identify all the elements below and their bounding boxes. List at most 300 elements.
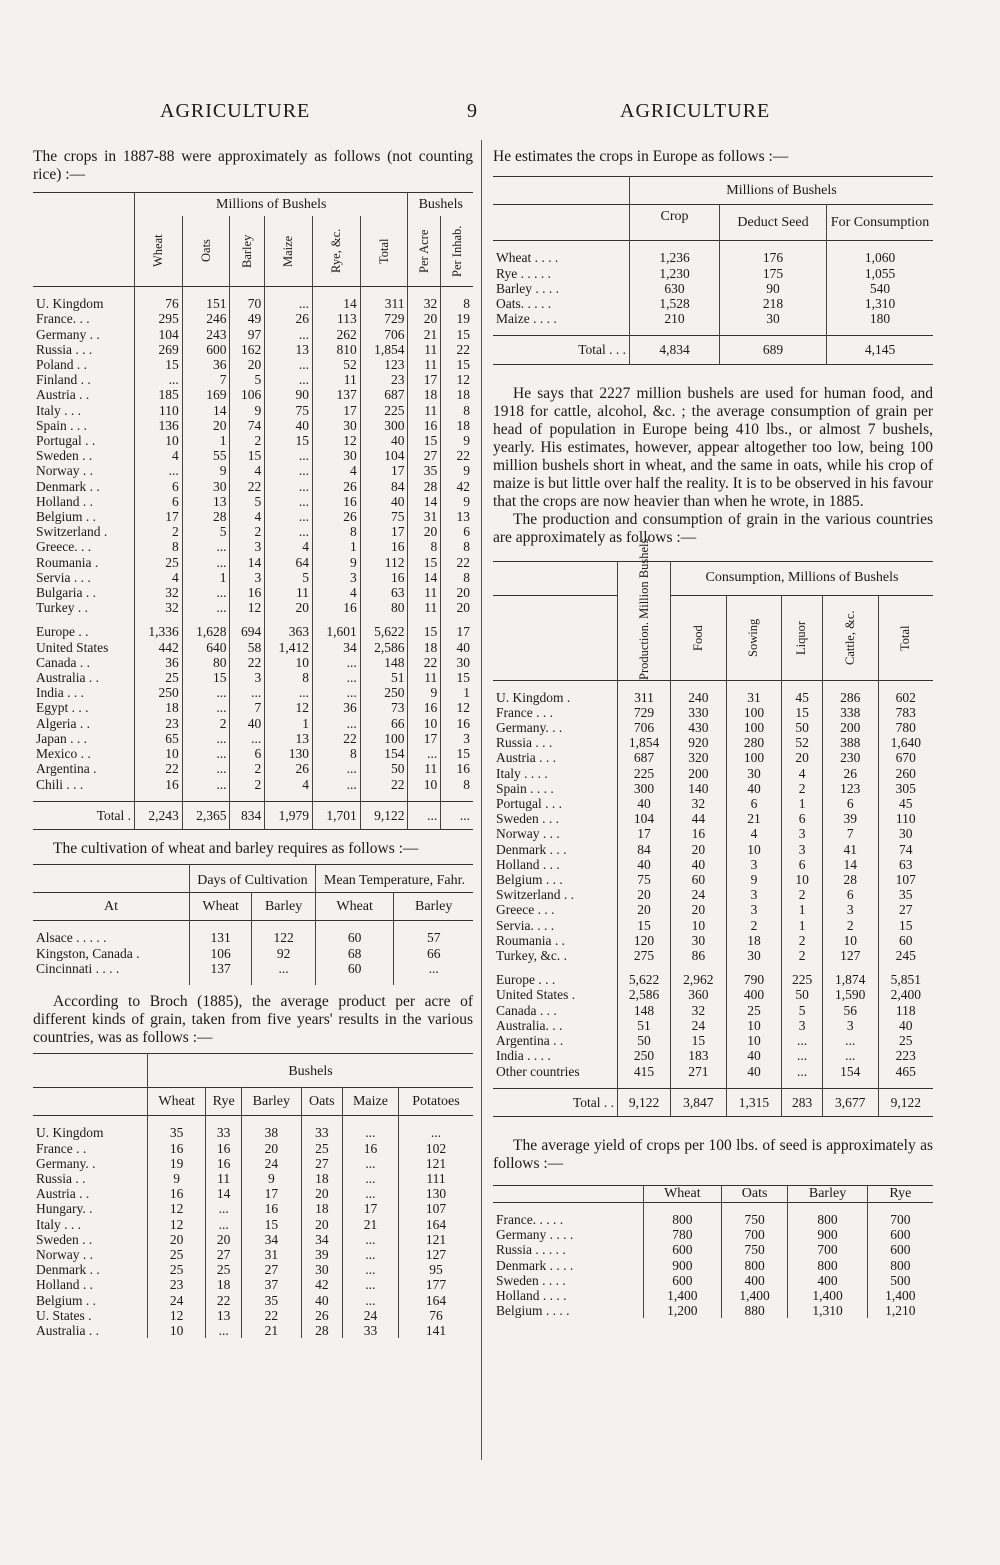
col-barley-label: Barley (239, 234, 254, 268)
production-consumption-table (493, 538, 933, 1117)
table-cell: 286 (822, 690, 878, 705)
spacer-cell (720, 241, 827, 251)
table-cell: 6 (135, 494, 183, 509)
table-cell: 2 (230, 433, 265, 448)
country-row (493, 705, 933, 720)
table-cell: 12 (441, 700, 473, 715)
table-cell: 11 (408, 403, 441, 418)
crop-row (493, 296, 933, 311)
table-cell: 295 (135, 311, 183, 326)
spacer-cell (343, 1116, 399, 1126)
table-cell: 104 (618, 811, 671, 826)
table-cell: ... (182, 700, 230, 715)
table-cell: ... (182, 539, 230, 554)
col-wheat: Wheat (148, 1088, 206, 1116)
spacer-row (33, 792, 473, 802)
country-row (493, 750, 933, 765)
table-cell: 33 (343, 1323, 399, 1338)
table-cell: 250 (360, 685, 408, 700)
spacer-cell (313, 287, 361, 297)
left-column (33, 145, 473, 1338)
table-cell: 16 (148, 1141, 206, 1156)
table-cell: 269 (135, 342, 183, 357)
table-cell: 35 (148, 1125, 206, 1140)
table-cell: ... (343, 1262, 399, 1277)
table-cell: 106 (190, 946, 252, 961)
right-para-estimates: He says that 2227 million bushels are used for human food, and 1918 for cattle, alcohol, &c. ; the average consumption of grain per head of population in Europe being 410 lbs., or almost 7 bushels, yearly. His estimates, however, appear altogether too low, being 100 million bushels short in wheat, and the same in oats, while his crop of maize is but little over half the reality. It is to be observed in his favour that the crops are now heavier than when he wrote, in 1885. (493, 384, 933, 510)
spacer-cell (493, 1079, 618, 1089)
table-cell: 14 (313, 296, 361, 311)
table-cell: 465 (878, 1064, 933, 1079)
row-label: Finland . . (36, 372, 91, 388)
table-cell: 177 (398, 1277, 473, 1292)
col-wheat: Wheat (315, 893, 394, 921)
table-cell: 600 (867, 1227, 933, 1242)
table-cell: 243 (182, 327, 230, 342)
spacer-cell (190, 921, 252, 931)
table-cell: 6 (726, 796, 782, 811)
total-row (493, 336, 933, 364)
table-cell: 74 (230, 418, 265, 433)
table-cell: 130 (265, 746, 313, 761)
table-cell: 30 (720, 311, 827, 326)
table-cell: 25 (301, 1141, 342, 1156)
table-cell: 260 (878, 766, 933, 781)
table-cell: 11 (408, 600, 441, 615)
table-cell: 9,122 (360, 801, 408, 829)
country-row (33, 1156, 473, 1171)
table-cell: 10 (726, 842, 782, 857)
table-cell: 154 (360, 746, 408, 761)
table-cell: 4 (135, 570, 183, 585)
table-cell: 2,586 (360, 640, 408, 655)
table-cell: 16 (671, 826, 727, 841)
table-cell: 23 (360, 372, 408, 387)
col-wheat-label: Wheat (150, 234, 165, 268)
spacer-cell (408, 792, 441, 802)
total-row (493, 1088, 933, 1116)
region-row (493, 1064, 933, 1079)
table-cell: 15 (408, 555, 441, 570)
header-spacer (33, 216, 135, 287)
table-cell: 104 (360, 448, 408, 463)
table-cell: 58 (230, 640, 265, 655)
table-cell: 86 (671, 948, 727, 963)
table-cell: 52 (313, 357, 361, 372)
table-cell: 60 (878, 933, 933, 948)
region-row (493, 1048, 933, 1063)
region-row (493, 972, 933, 987)
row-label: Belgium . . . (496, 872, 563, 888)
table-cell: 22 (313, 731, 361, 746)
table-cell: 17 (343, 1201, 399, 1216)
table-cell: 11 (408, 670, 441, 685)
table-cell: 18 (441, 418, 473, 433)
table-cell: 31 (726, 690, 782, 705)
table-cell: 40 (230, 716, 265, 731)
table-cell: 26 (822, 766, 878, 781)
table-cell: 75 (360, 509, 408, 524)
table-cell: 5 (782, 1003, 823, 1018)
row-label: Spain . . . (36, 417, 88, 433)
table-cell: 3 (313, 570, 361, 585)
table-cell: 920 (671, 735, 727, 750)
table-cell: ... (265, 479, 313, 494)
row-label: Barley . . . . (496, 280, 559, 296)
table-cell: 14 (408, 494, 441, 509)
table-cell: 363 (265, 624, 313, 639)
country-row (493, 826, 933, 841)
table-cell: 75 (618, 872, 671, 887)
table-cell: 9 (182, 463, 230, 478)
table-cell: 28 (822, 872, 878, 887)
table-cell: 32 (135, 585, 183, 600)
table-cell: ... (265, 524, 313, 539)
row-label: Hungary. . (36, 1201, 93, 1217)
row-label: Sweden . . . . (496, 1272, 566, 1288)
row-label: Maize . . . . (496, 311, 557, 327)
table-cell: 700 (867, 1212, 933, 1227)
table-cell: 225 (782, 972, 823, 987)
row-label: Servia . . . (36, 569, 91, 585)
cultivation-table (33, 864, 473, 985)
table-cell: 154 (822, 1064, 878, 1079)
row-label: Spain . . . . (496, 780, 554, 796)
europe-crops-table (493, 176, 933, 365)
spacer-cell (230, 287, 265, 297)
table-cell: 33 (206, 1125, 242, 1140)
table-cell: ... (343, 1247, 399, 1262)
table-cell: 24 (242, 1156, 302, 1171)
col-per-acre-label: Per Acre (416, 229, 431, 273)
table-cell: 1,701 (313, 801, 361, 829)
table-cell: 10 (408, 716, 441, 731)
table-cell: 4 (726, 826, 782, 841)
country-row (33, 387, 473, 402)
country-row (493, 1242, 933, 1257)
table-cell: 18 (301, 1171, 342, 1186)
table-cell: 26 (265, 761, 313, 776)
table-cell: 1,640 (878, 735, 933, 750)
table-cell: 39 (822, 811, 878, 826)
table-cell: 20 (782, 750, 823, 765)
total-row (33, 801, 473, 829)
country-row (33, 655, 473, 670)
spacer-cell (315, 976, 394, 985)
table-cell: 750 (721, 1212, 788, 1227)
country-row (33, 342, 473, 357)
table-cell: 729 (618, 705, 671, 720)
crop-row (493, 250, 933, 265)
table-cell: 706 (360, 327, 408, 342)
col-per-inhab-label: Per Inhab. (449, 225, 464, 277)
table-cell: 24 (671, 887, 727, 902)
table-cell: 123 (360, 357, 408, 372)
col-total-label: Total (898, 624, 913, 651)
country-row (33, 524, 473, 539)
table-cell: 15 (441, 746, 473, 761)
spacer-cell (493, 1202, 644, 1212)
row-label: Norway . . (36, 463, 93, 479)
spacer-cell (618, 1079, 671, 1089)
row-label: Belgium . . . . (496, 1303, 570, 1319)
table-cell: 900 (788, 1227, 867, 1242)
table-cell: 65 (135, 731, 183, 746)
table-cell: 20 (671, 842, 727, 857)
table-cell: 275 (618, 948, 671, 963)
row-label: Italy . . . (36, 1216, 81, 1232)
table-cell: 800 (867, 1258, 933, 1273)
country-row (493, 872, 933, 887)
table-cell: 110 (135, 403, 183, 418)
table-cell: 6 (782, 857, 823, 872)
spacer-row (33, 287, 473, 297)
table-cell: 600 (644, 1242, 722, 1257)
table-cell: 20 (242, 1141, 302, 1156)
country-row (33, 357, 473, 372)
table-cell: 12 (148, 1217, 206, 1232)
table-cell: 57 (394, 930, 473, 945)
table-cell: 20 (408, 524, 441, 539)
table-cell: 3 (782, 842, 823, 857)
table-cell: 123 (822, 781, 878, 796)
table-cell: 338 (822, 705, 878, 720)
country-row (33, 1201, 473, 1216)
row-label: Turkey . . (36, 600, 89, 616)
table-cell: 75 (265, 403, 313, 418)
row-label: Algeria . . (36, 715, 90, 731)
table-cell: 16 (313, 494, 361, 509)
table-cell: 880 (721, 1303, 788, 1318)
table-cell: ... (182, 685, 230, 700)
table-cell: 250 (618, 1048, 671, 1063)
table-cell: 20 (206, 1232, 242, 1247)
table-cell: 1,060 (827, 250, 934, 265)
table-cell: 1 (313, 539, 361, 554)
table-cell: 14 (230, 555, 265, 570)
table-cell: 15 (441, 327, 473, 342)
table-cell: 6 (822, 796, 878, 811)
spacer-row (33, 615, 473, 624)
page-number: 9 (467, 100, 478, 122)
table-cell: 20 (301, 1186, 342, 1201)
table-cell: 8 (313, 524, 361, 539)
table-cell: 12 (313, 433, 361, 448)
table-cell: 22 (206, 1293, 242, 1308)
table-cell: 1,400 (788, 1288, 867, 1303)
table-cell: 68 (315, 946, 394, 961)
table-cell: 271 (671, 1064, 727, 1079)
table-cell: 10 (408, 777, 441, 792)
table-cell: 40 (360, 494, 408, 509)
table-cell: 16 (148, 1186, 206, 1201)
table-cell: 28 (408, 479, 441, 494)
table-cell: 64 (265, 555, 313, 570)
table-cell: ... (206, 1323, 242, 1338)
table-cell: 20 (301, 1217, 342, 1232)
table-cell: 13 (441, 509, 473, 524)
spacer-cell (360, 615, 408, 624)
table-cell: 40 (726, 781, 782, 796)
table-cell: 34 (242, 1232, 302, 1247)
table-cell: 4 (265, 777, 313, 792)
table-cell: 22 (441, 555, 473, 570)
table-cell: 694 (230, 624, 265, 639)
col-food-label: Food (690, 624, 705, 651)
table-cell: 8 (441, 296, 473, 311)
table-cell: 35 (878, 887, 933, 902)
table-cell: 3 (726, 887, 782, 902)
table-cell: ... (313, 685, 361, 700)
spacer-row (493, 1079, 933, 1089)
table-cell: 16 (343, 1141, 399, 1156)
table-cell: 30 (301, 1262, 342, 1277)
table-cell: ... (265, 357, 313, 372)
column-divider (481, 140, 482, 1460)
table-cell: 38 (242, 1125, 302, 1140)
table-cell: 20 (182, 418, 230, 433)
spacer-cell (822, 680, 878, 690)
table-cell: 300 (360, 418, 408, 433)
table-cell: 810 (313, 342, 361, 357)
table-cell: 9 (441, 494, 473, 509)
country-row (493, 690, 933, 705)
country-row (33, 624, 473, 639)
table-cell: 15 (230, 448, 265, 463)
table-cell: 1,979 (265, 801, 313, 829)
row-label: Sweden . . (36, 448, 93, 464)
country-row (33, 640, 473, 655)
table-cell: 16 (313, 600, 361, 615)
table-cell: 31 (242, 1247, 302, 1262)
table-cell: 169 (182, 387, 230, 402)
table-cell: 21 (726, 811, 782, 826)
row-label: United States (36, 639, 109, 655)
spacer-cell (878, 680, 933, 690)
table-cell: 66 (394, 946, 473, 961)
row-label: Poland . . (36, 357, 88, 373)
header-spacer (33, 1088, 148, 1116)
table-cell: 800 (788, 1212, 867, 1227)
left-intro-cultivation: The cultivation of wheat and barley requires as follows :— (53, 839, 419, 857)
table-cell: 218 (720, 296, 827, 311)
table-cell: 3 (726, 902, 782, 917)
table-cell: 5 (265, 570, 313, 585)
spacer-cell (135, 615, 183, 624)
table-cell: 20 (230, 357, 265, 372)
row-label: France. . . (36, 311, 90, 327)
col-crop: Crop (630, 205, 720, 241)
table-cell: 280 (726, 735, 782, 750)
col-wheat: Wheat (644, 1185, 722, 1202)
table-cell: 1,310 (788, 1303, 867, 1318)
row-label: Egypt . . . (36, 700, 89, 716)
table-cell: 33 (301, 1125, 342, 1140)
table-cell: 40 (878, 1018, 933, 1033)
table-cell: 11 (408, 342, 441, 357)
table-cell: 121 (398, 1232, 473, 1247)
table-cell: 2 (230, 524, 265, 539)
table-cell: 73 (360, 700, 408, 715)
table-cell: 136 (135, 418, 183, 433)
spacer-cell (33, 1116, 148, 1126)
country-row (493, 796, 933, 811)
row-label: U. Kingdom . (496, 689, 571, 705)
country-row (33, 463, 473, 478)
spacer-cell (33, 976, 190, 985)
table-cell: 27 (408, 448, 441, 463)
spacer-cell (788, 1202, 867, 1212)
running-head-right: AGRICULTURE (620, 100, 771, 122)
table-cell: 1,601 (313, 624, 361, 639)
table-cell: 40 (618, 796, 671, 811)
country-row (33, 761, 473, 776)
table-cell: 110 (878, 811, 933, 826)
table-cell: ... (206, 1217, 242, 1232)
table-cell: 800 (788, 1258, 867, 1273)
table-cell: 25 (878, 1033, 933, 1048)
row-label: U. Kingdom (36, 1125, 104, 1141)
table-cell: 600 (182, 342, 230, 357)
table-cell: 66 (360, 716, 408, 731)
row-label: Switzerland . (36, 524, 108, 540)
col-at: At (104, 899, 118, 915)
table-cell: 50 (360, 761, 408, 776)
table-cell: 141 (398, 1323, 473, 1338)
table-cell: 35 (408, 463, 441, 478)
spacer-cell (265, 792, 313, 802)
table-cell: ... (782, 1064, 823, 1079)
table-cell: 164 (398, 1217, 473, 1232)
col-maize: Maize (343, 1088, 399, 1116)
table-cell: 8 (441, 539, 473, 554)
table-cell: 2 (230, 761, 265, 776)
table-cell: 175 (720, 266, 827, 281)
table-cell: 600 (644, 1273, 722, 1288)
table-cell: 283 (782, 1088, 823, 1116)
spacer-cell (493, 680, 618, 690)
table-cell: 1,874 (822, 972, 878, 987)
table-cell: 700 (721, 1227, 788, 1242)
table-cell: 1 (782, 902, 823, 917)
table-cell: 31 (408, 509, 441, 524)
table-cell: 223 (878, 1048, 933, 1063)
table-cell: 18 (441, 387, 473, 402)
col-barley: Barley (394, 893, 473, 921)
table-cell: 9 (242, 1171, 302, 1186)
country-row (493, 811, 933, 826)
table-cell: 20 (265, 600, 313, 615)
row-label: Roumania . (36, 554, 99, 570)
row-label: Australia. . . (496, 1017, 563, 1033)
table-cell: 3 (782, 1018, 823, 1033)
group-bushels: Bushels (408, 193, 473, 217)
table-cell: ... (343, 1293, 399, 1308)
table-cell: 13 (265, 342, 313, 357)
table-cell: 790 (726, 972, 782, 987)
country-row (33, 494, 473, 509)
table-cell: 40 (618, 857, 671, 872)
spacer-cell (618, 963, 671, 972)
table-cell: 400 (721, 1273, 788, 1288)
table-cell: 19 (148, 1156, 206, 1171)
table-cell: ... (313, 670, 361, 685)
table-cell: 8 (408, 539, 441, 554)
table-cell: 15 (671, 1033, 727, 1048)
table-cell: 1,628 (182, 624, 230, 639)
spacer-cell (726, 963, 782, 972)
table-cell: 10 (782, 872, 823, 887)
